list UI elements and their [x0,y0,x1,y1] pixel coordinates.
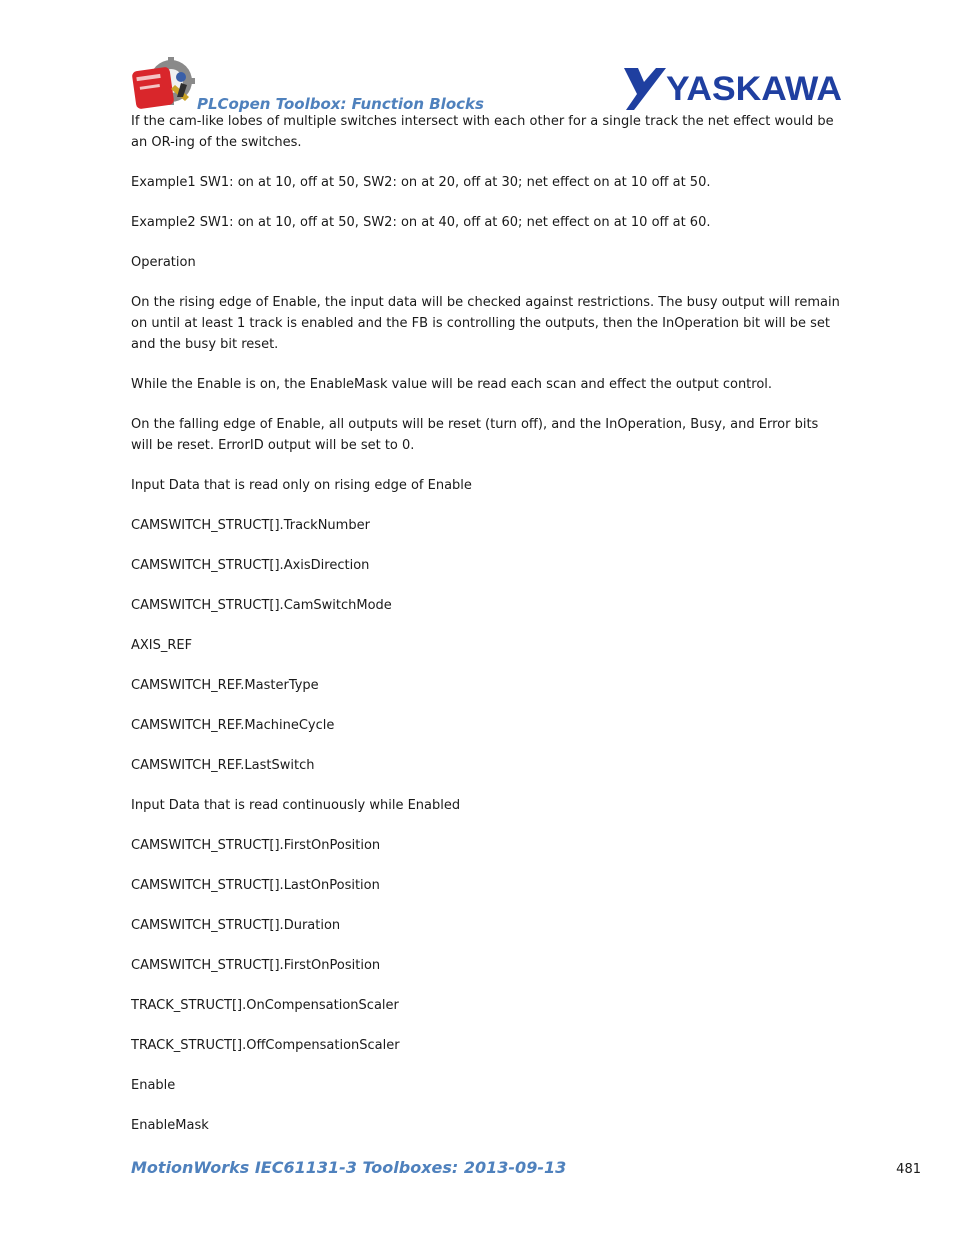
paragraph: Example1 SW1: on at 10, off at 50, SW2: on at 20, off at 30; net effect on at 10 off at 50. [131,175,711,190]
paragraph: On the falling edge of Enable, all outputs will be reset (turn off), and the InOperation, Busy, and Error bits will be reset. ErrorID output will be set to 0. [131,417,819,453]
header-title: PLCopen Toolbox: Function Blocks [197,95,484,113]
input-item: CAMSWITCH_REF.MachineCycle [131,718,335,733]
input-item: CAMSWITCH_STRUCT[].AxisDirection [131,558,370,573]
input-item: CAMSWITCH_STRUCT[].LastOnPosition [131,878,380,893]
input-item: EnableMask [131,1118,209,1133]
input-item: Enable [131,1078,176,1093]
paragraph: While the Enable is on, the EnableMask value will be read each scan and effect the output control. [131,377,773,392]
input-item: CAMSWITCH_REF.LastSwitch [131,758,315,773]
input-item: TRACK_STRUCT[].OffCompensationScaler [131,1038,400,1053]
input-item: CAMSWITCH_STRUCT[].Duration [131,918,341,933]
yaskawa-logo-icon [622,66,844,112]
paragraph: Input Data that is read continuously while Enabled [131,798,461,813]
footer-title: MotionWorks IEC61131-3 Toolboxes: 2013-09-13 [131,1158,567,1177]
paragraph: If the cam-like lobes of multiple switches intersect with each other for a single track the net effect would be an OR-ing of the switches. [131,114,834,150]
input-item: TRACK_STRUCT[].OnCompensationScaler [131,998,399,1013]
page-number: 481 [896,1162,921,1177]
input-item: CAMSWITCH_STRUCT[].CamSwitchMode [131,598,392,613]
document-body [131,111,843,1155]
input-item: CAMSWITCH_STRUCT[].FirstOnPosition [131,958,381,973]
paragraph: On the rising edge of Enable, the input data will be checked against restrictions. The busy output will remain on until at least 1 track is enabled and the FB is controlling the outputs, then the InOperation bit will be set and the busy bit reset. [131,295,840,352]
paragraph: Example2 SW1: on at 10, off at 50, SW2: on at 40, off at 60; net effect on at 10 off at 60. [131,215,711,230]
input-item: CAMSWITCH_REF.MasterType [131,678,319,693]
paragraph: Input Data that is read only on rising edge of Enable [131,478,472,493]
input-item: AXIS_REF [131,638,193,653]
brand-name: YASKAWA [666,70,842,108]
input-item: CAMSWITCH_STRUCT[].TrackNumber [131,518,370,533]
section-heading: Operation [131,255,196,270]
input-item: CAMSWITCH_STRUCT[].FirstOnPosition [131,838,381,853]
toolbox-logo-icon [131,57,199,111]
